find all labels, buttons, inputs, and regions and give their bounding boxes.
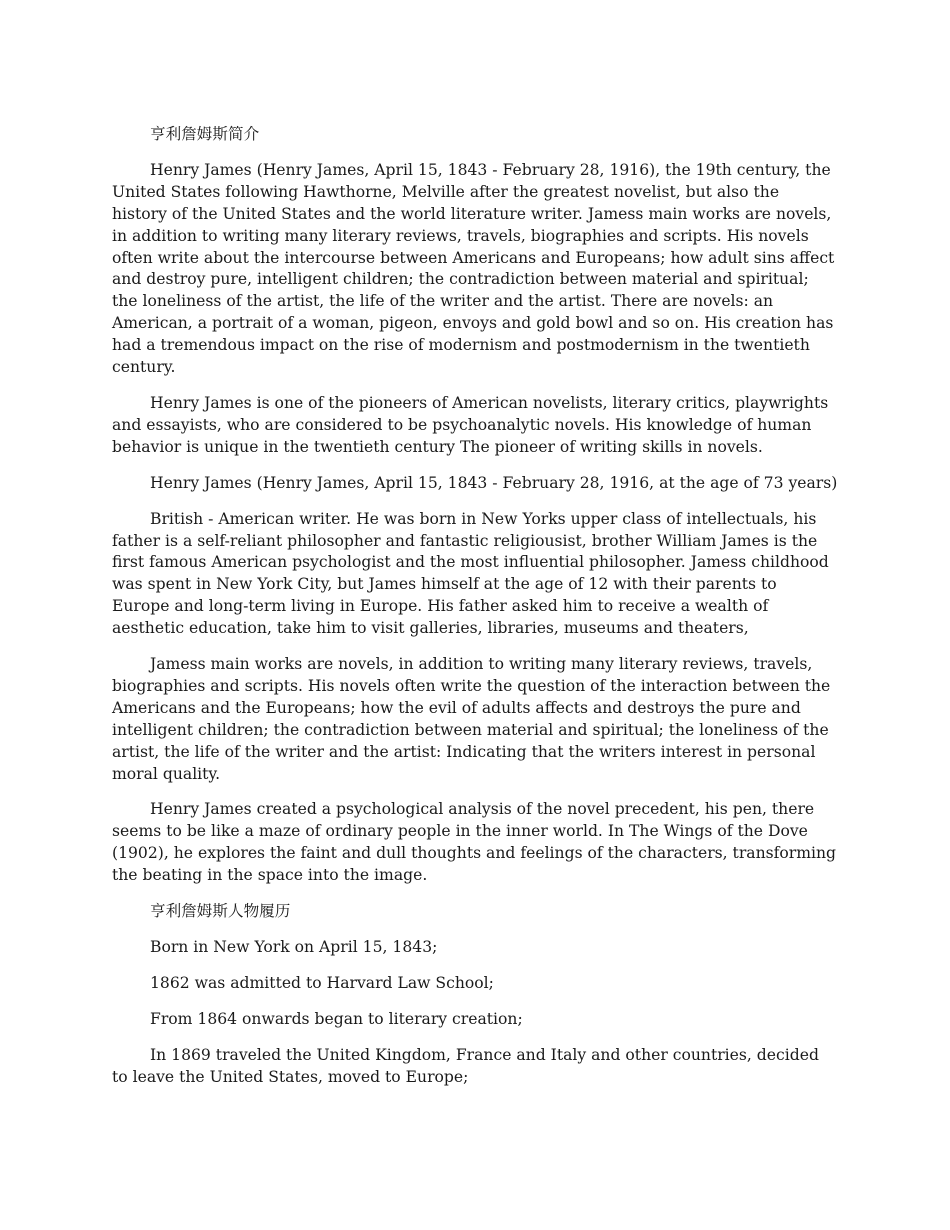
document-page (112, 124, 838, 1103)
list-item-harvard: 1862 was admitted to Harvard Law School; (150, 973, 494, 992)
list-item-creation: From 1864 onwards began to literary creation; (150, 1009, 523, 1028)
paragraph-lifespan: Henry James (Henry James, April 15, 1843 - February 28, 1916, at the age of 73 years) (150, 473, 838, 492)
paragraph-pioneer: Henry James is one of the pioneers of American novelists, literary critics, playwrights and essayists, who are considered to be psychoanalytic novels. His knowledge of human behavior is unique in the twentieth century The pioneer of writing skills in novels. (112, 393, 829, 456)
section-heading-introduction: 亨利詹姆斯简介 (150, 125, 260, 143)
paragraph-family-background: British - American writer. He was born in New Yorks upper class of intellectuals, his father is a self-reliant philosopher and fantastic religiousist, brother William James is the first famous American psychologist and the most influential philosopher. Jamess childhood was spent in New York City, but James himself at the age of 12 with their parents to Europe and long-term living in Europe. His father asked him to receive a wealth of aesthetic education, take him to visit galleries, libraries, museums and theaters, (112, 509, 829, 638)
paragraph-psychological-analysis: Henry James created a psychological analysis of the novel precedent, his pen, there seems to be like a maze of ordinary people in the inner world. In The Wings of the Dove (1902), he explores the faint and dull thoughts and feelings of the characters, transforming the beating in the space into the image. (112, 800, 837, 885)
section-heading-resume: 亨利詹姆斯人物履历 (150, 902, 291, 921)
paragraph-biography-overview: Henry James (Henry James, April 15, 1843 - February 28, 1916), the 19th century, the United States following Hawthorne, Melville after the greatest novelist, but also the history of the United States and the world literature writer. Jamess main works are novels, in addition to writing many literary reviews, travels, biographies and scripts. His novels often write about the intercourse between Americans and Europeans; how adult sins affect and destroy pure, intelligent children; the contradiction between material and spiritual; the loneliness of the artist, the life of the writer and the artist. There are novels: an American, a portrait of a woman, pigeon, envoys and gold bowl and so on. His creation has had a tremendous impact on the rise of modernism and postmodernism in the twentieth century. (112, 160, 835, 377)
list-item-birth: Born in New York on April 15, 1843; (150, 938, 438, 956)
paragraph-main-works: Jamess main works are novels, in addition to writing many literary reviews, travels, biographies and scripts. His novels often write the question of the interaction between the Americans and the Europeans; how the evil of adults affects and destroys the pure and intelligent children; the contradiction between material and spiritual; the loneliness of the artist, the life of the writer and the artist: Indicating that the writers interest in personal moral quality. (112, 655, 831, 783)
list-item-europe: In 1869 traveled the United Kingdom, France and Italy and other countries, decided to leave the United States, moved to Europe; (112, 1045, 819, 1086)
